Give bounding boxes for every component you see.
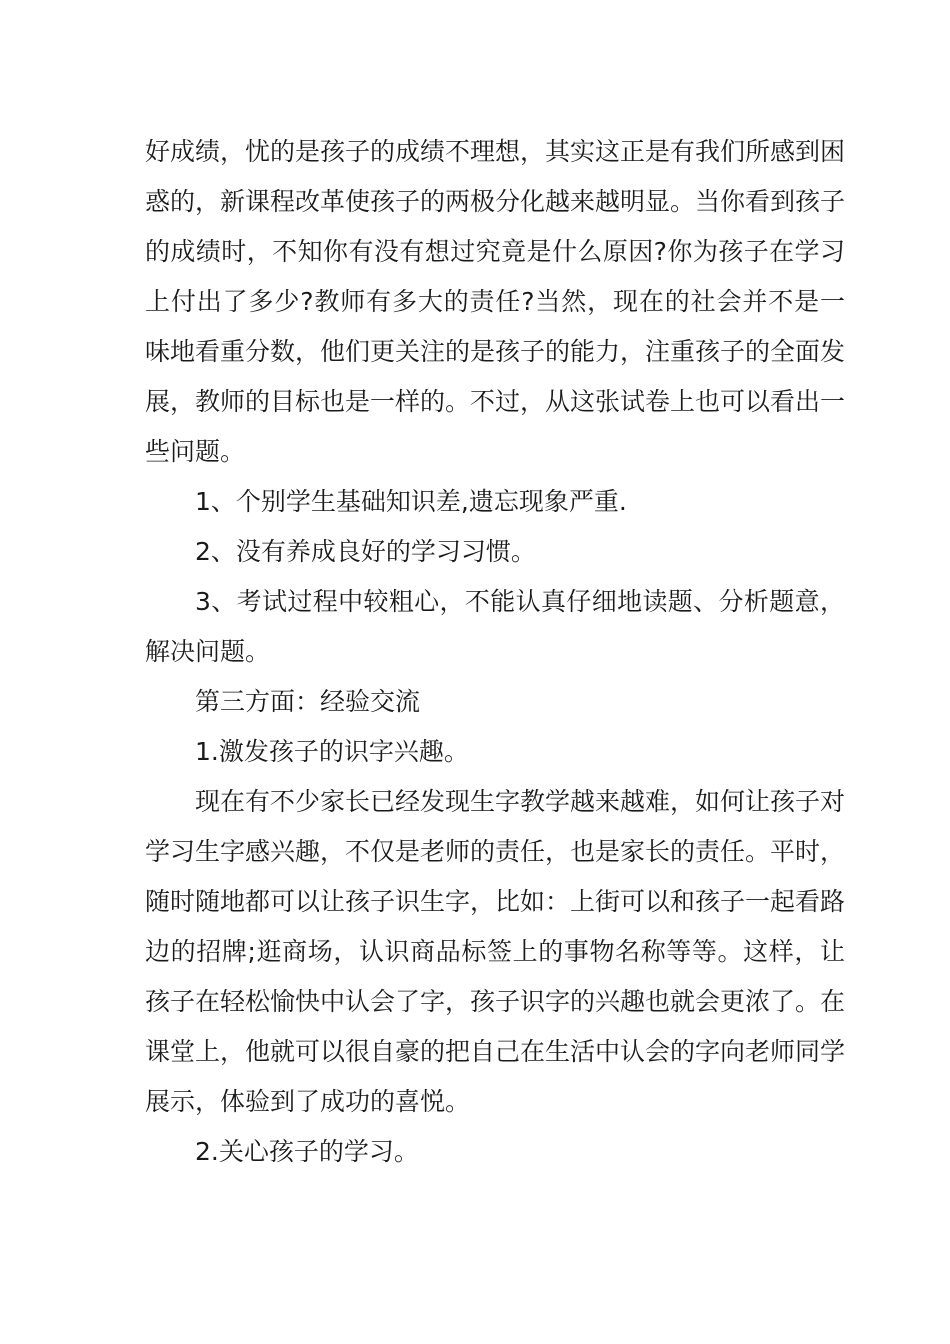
paragraph-body: 现在有不少家长已经发现生字教学越来越难，如何让孩子对学习生字感兴趣，不仅是老师的责任，也是家长的责任。平时，随时随地都可以让孩子识生字，比如：上街可以和孩子一起看路边的招牌;逛商场，认识商品标签上的事物名称等等。这样，让孩子在轻松愉快中认会了字，孩子识字的兴趣也就会更浓了。在课堂上，他就可以很自豪的把自己在生活中认会的字向老师同学展示，体验到了成功的喜悦。 (145, 787, 846, 1116)
paragraph-continuation: 好成绩，忧的是孩子的成绩不理想，其实这正是有我们所感到困惑的，新课程改革使孩子的两极分化越来越明显。当你看到孩子的成绩时，不知你有没有想过究竟是什么原因?你为孩子在学习上付出了多少?教师有多大的责任?当然，现在的社会并不是一味地看重分数，他们更关注的是孩子的能力，注重孩子的全面发展，教师的目标也是一样的。不过，从这张试卷上也可以看出一些问题。 (145, 137, 846, 466)
section-heading: 第三方面：经验交流 (195, 687, 421, 716)
subheading-2: 2.关心孩子的学习。 (195, 1137, 419, 1166)
list-item-1: 1、个别学生基础知识差,遗忘现象严重. (195, 487, 627, 516)
subheading-1: 1.激发孩子的识字兴趣。 (195, 737, 469, 766)
document-body (145, 127, 845, 1177)
list-item-3: 3、考试过程中较粗心，不能认真仔细地读题、分析题意，解决问题。 (145, 587, 845, 666)
list-item-2: 2、没有养成良好的学习习惯。 (195, 537, 536, 566)
